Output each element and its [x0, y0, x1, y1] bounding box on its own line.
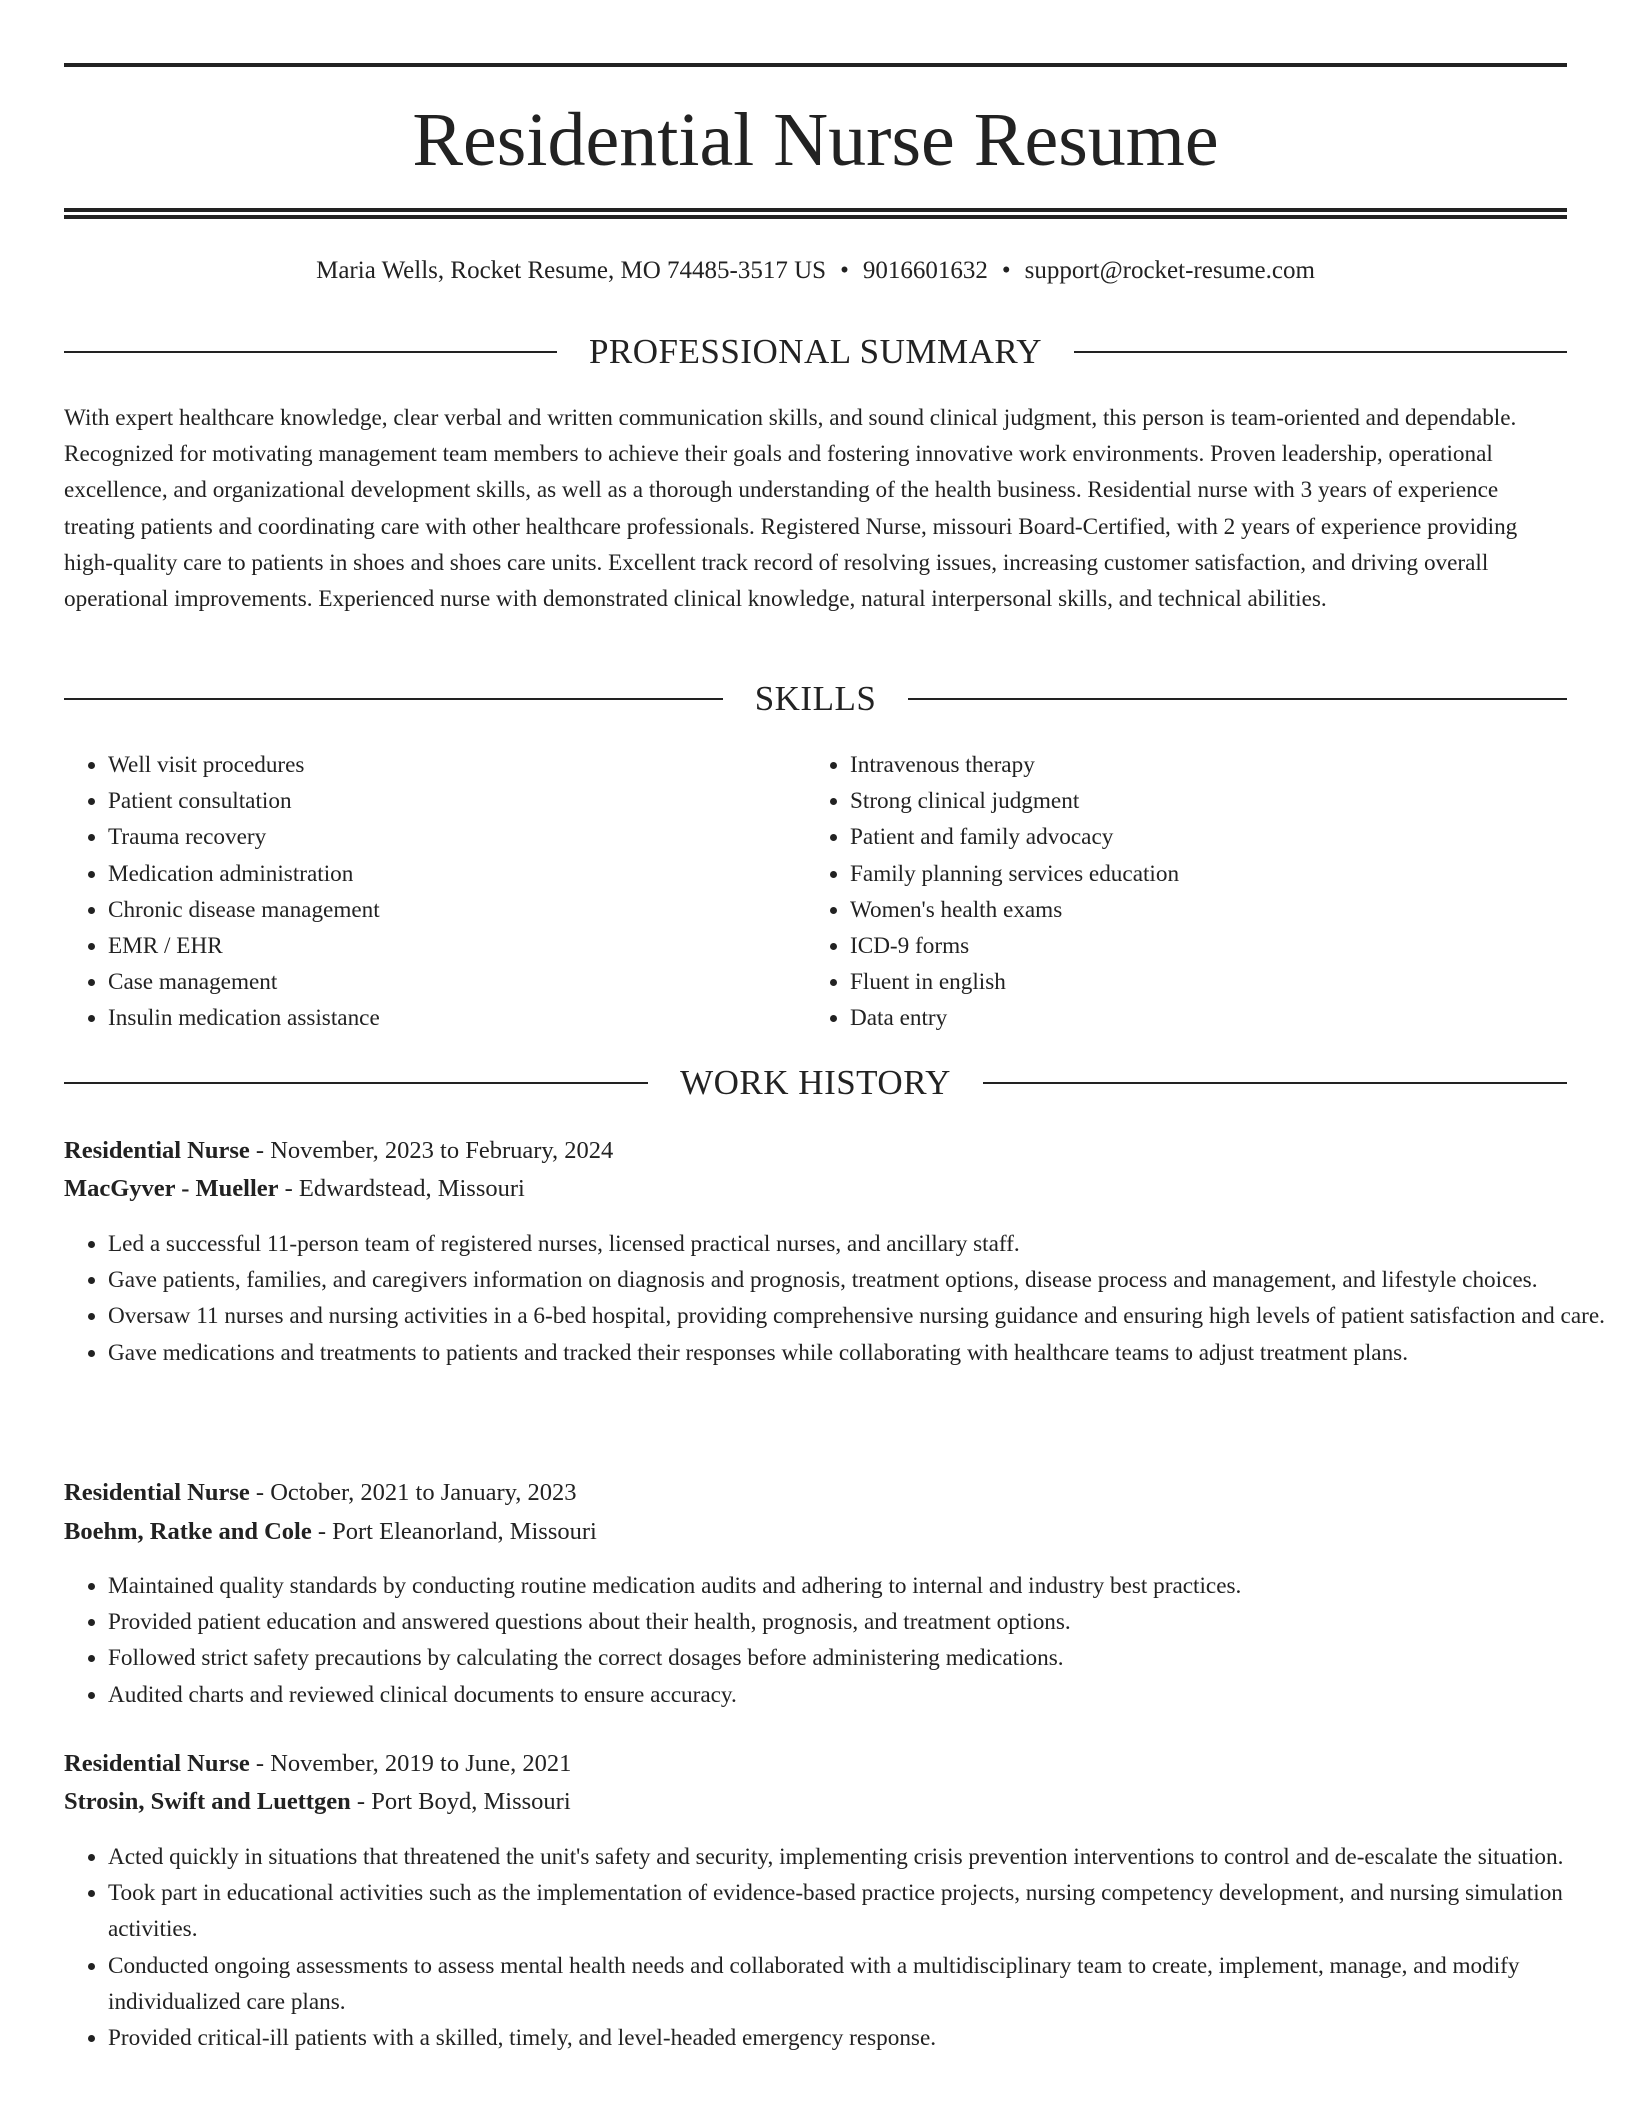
job-bullets: [64, 1226, 1611, 1371]
job-company: MacGyver - Mueller: [64, 1175, 279, 1202]
heading-rule: [64, 1082, 648, 1084]
job-bullet: • Followed strict safety precautions by calculating the correct dosages before administering medications.: [108, 1640, 1611, 1676]
summary-text: With expert healthcare knowledge, clear verbal and written communication skills, and sound clinical judgment, this person is team-oriented and dependable. Recognized for motivating management team members to achieve their goals and fostering innovative work environments. Proven leadership, operational excellence, and organizational development skills, as well as a thorough understanding of the health business. Residential nurse with 3 years of experience treating patients and coordinating care with other healthcare professionals. Registered Nurse, missouri Board-Certified, with 2 years of experience providing high-quality care to patients in shoes and shoes care units. Excellent track record of resolving issues, increasing customer satisfaction, and driving overall operational improvements. Experienced nurse with demonstrated clinical knowledge, natural interpersonal skills, and technical abilities.: [64, 405, 1518, 613]
contact-separator: •: [840, 257, 849, 284]
job-company-line: [64, 1783, 571, 1821]
skill-item: • Data entry: [850, 1000, 1550, 1036]
skill-item: • EMR / EHR: [108, 928, 808, 964]
job-bullet: • Maintained quality standards by conducting routine medication audits and adhering to internal and industry best practices.: [108, 1568, 1611, 1604]
job-bullet: • Took part in educational activities such as the implementation of evidence-based practice projects, nursing competency development, and nursing simulation activities.: [108, 1875, 1611, 1947]
job-bullet: • Oversaw 11 nurses and nursing activities in a 6-bed hospital, providing comprehensive nursing guidance and ensuring high levels of patient satisfaction and care.: [108, 1298, 1611, 1334]
skill-item: • Medication administration: [108, 856, 808, 892]
job-bullet: • Led a successful 11-person team of registered nurses, licensed practical nurses, and ancillary staff.: [108, 1226, 1611, 1262]
heading-rule: [1074, 351, 1567, 353]
skills-list-right: [806, 747, 1550, 1037]
skills-list-left: [64, 747, 808, 1037]
heading-rule: [908, 698, 1567, 700]
job-bullet: • Gave patients, families, and caregivers information on diagnosis and prognosis, treatment options, disease process and management, and lifestyle choices.: [108, 1262, 1611, 1298]
heading-rule: [983, 1082, 1567, 1084]
job-title: Residential Nurse: [64, 1479, 250, 1506]
job-dates: - November, 2023 to February, 2024: [249, 1137, 614, 1164]
job-title-line: [64, 1132, 613, 1170]
heading-rule: [64, 698, 723, 700]
contact-email: support@rocket-resume.com: [1024, 257, 1315, 284]
job-bullets: [64, 1568, 1611, 1713]
contact-line: [64, 253, 1567, 289]
job-bullet: • Acted quickly in situations that threatened the unit's safety and security, implementing crisis prevention interventions to control and de-escalate the situation.: [108, 1839, 1611, 1875]
resume-title: Residential Nurse Resume: [412, 98, 1219, 182]
contact-separator: •: [1001, 257, 1011, 284]
job-location: - Port Eleanorland, Missouri: [311, 1518, 597, 1545]
job-bullet: • Conducted ongoing assessments to assess mental health needs and collaborated with a multidisciplinary team to create, implement, manage, and modify individualized care plans.: [108, 1948, 1611, 2020]
job-title-line: [64, 1474, 577, 1512]
job-company-line: [64, 1513, 597, 1551]
job-location: - Edwardstead, Missouri: [278, 1175, 525, 1202]
skills-heading-label: SKILLS: [754, 679, 877, 718]
skill-item: • Chronic disease management: [108, 892, 808, 928]
title-rule-upper: [64, 208, 1567, 212]
job-title: Residential Nurse: [64, 1137, 250, 1164]
work-heading-label: WORK HISTORY: [680, 1063, 951, 1102]
job-bullet: • Gave medications and treatments to patients and tracked their responses while collaborating with healthcare teams to adjust treatment plans.: [108, 1335, 1611, 1371]
skill-item: • Family planning services education: [850, 856, 1550, 892]
job-bullet: • Provided patient education and answered questions about their health, prognosis, and treatment options.: [108, 1604, 1611, 1640]
skill-item: • Case management: [108, 964, 808, 1000]
contact-phone: 9016601632: [862, 257, 988, 284]
job-dates: - October, 2021 to January, 2023: [249, 1479, 577, 1506]
job-title-line: [64, 1745, 571, 1783]
contact-address: Maria Wells, Rocket Resume, MO 74485-3517 US: [316, 257, 827, 284]
title-rule-lower: [64, 215, 1567, 219]
skill-item: • ICD-9 forms: [850, 928, 1550, 964]
summary-heading-label: PROFESSIONAL SUMMARY: [588, 332, 1043, 371]
job-title: Residential Nurse: [64, 1750, 250, 1777]
job-bullet: • Provided critical-ill patients with a skilled, timely, and level-headed emergency response.: [108, 2020, 1611, 2056]
skill-item: • Women's health exams: [850, 892, 1550, 928]
job-location: - Port Boyd, Missouri: [350, 1788, 571, 1815]
summary-heading: [64, 332, 1567, 372]
skill-item: • Patient and family advocacy: [850, 819, 1550, 855]
skill-item: • Insulin medication assistance: [108, 1000, 808, 1036]
job-company: Strosin, Swift and Luettgen: [64, 1788, 351, 1815]
skill-item: • Intravenous therapy: [850, 747, 1550, 783]
skill-item: • Patient consultation: [108, 783, 808, 819]
job-company: Boehm, Ratke and Cole: [64, 1518, 312, 1545]
job-company-line: [64, 1170, 525, 1208]
skill-item: • Fluent in english: [850, 964, 1550, 1000]
skill-item: • Trauma recovery: [108, 819, 808, 855]
skill-item: • Well visit procedures: [108, 747, 808, 783]
heading-rule: [64, 351, 557, 353]
skills-heading: [64, 679, 1567, 719]
top-rule: [64, 63, 1567, 67]
job-bullet: • Audited charts and reviewed clinical documents to ensure accuracy.: [108, 1677, 1611, 1713]
job-bullets: [64, 1839, 1611, 2056]
job-dates: - November, 2019 to June, 2021: [249, 1750, 572, 1777]
work-heading: [64, 1063, 1567, 1103]
skill-item: • Strong clinical judgment: [850, 783, 1550, 819]
